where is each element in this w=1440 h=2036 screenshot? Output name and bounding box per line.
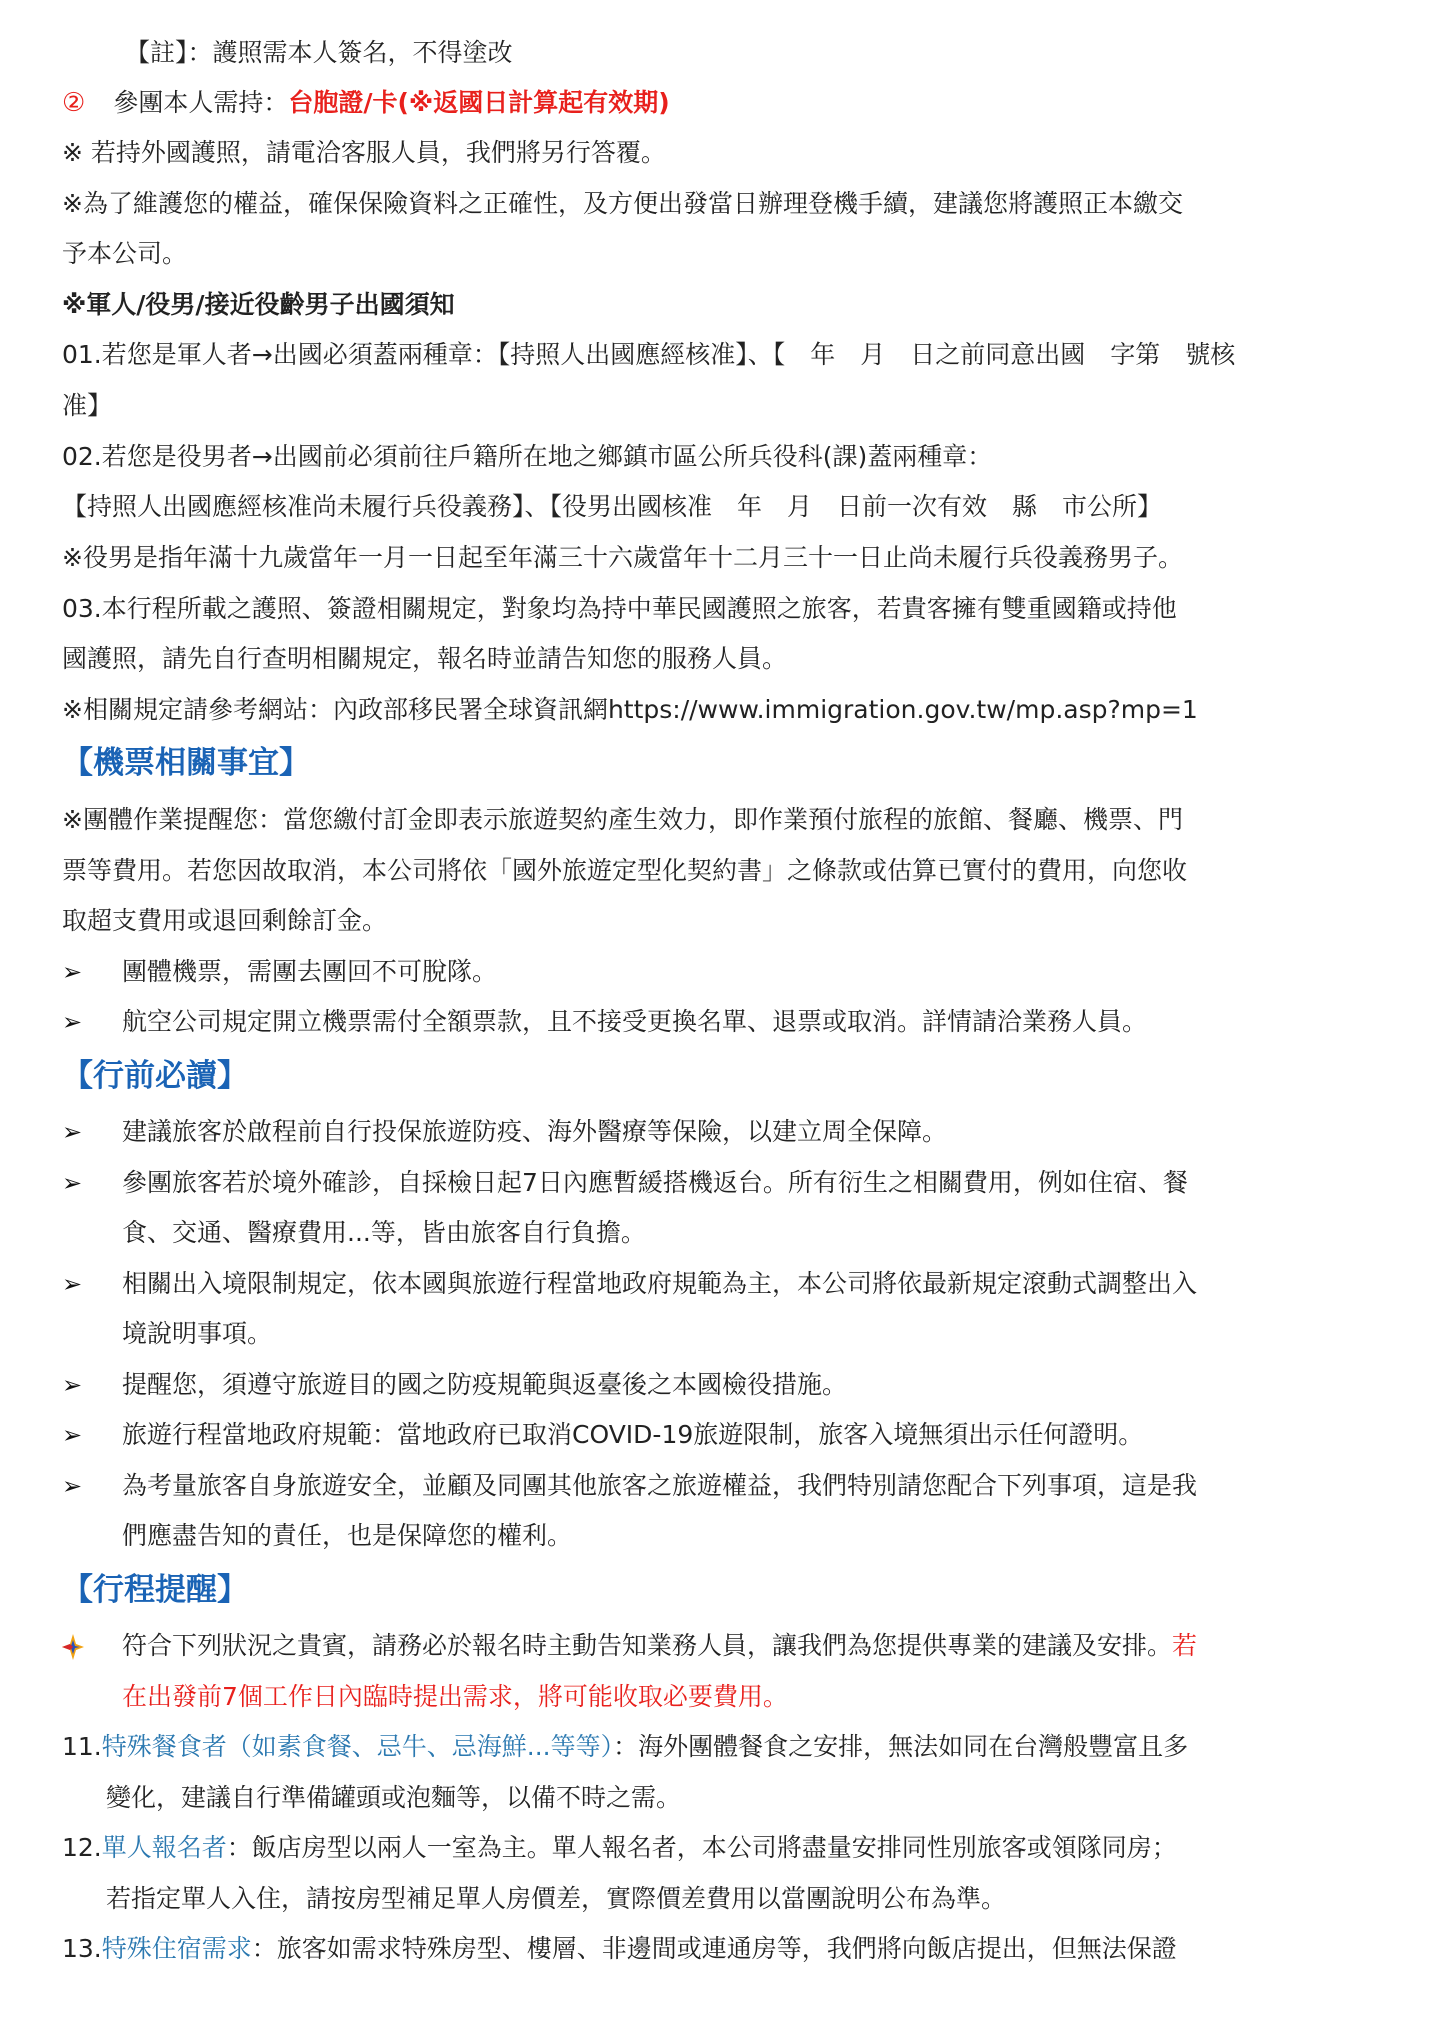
reminder-11-number: 11.	[62, 1732, 102, 1761]
reminder-11-line-2: 變化，建議自行準備罐頭或泡麵等，以備不時之需。	[106, 1783, 682, 1812]
reminder-intro-text: 符合下列狀況之貴賓，請務必於報名時主動告知業務人員，讓我們為您提供專業的建議及安排。	[122, 1631, 1173, 1660]
before-bullet-2-line-1: 參團旅客若於境外確診，自採檢日起7日內應暫緩搭機返台。所有衍生之相關費用，例如住宿、餐	[122, 1168, 1188, 1197]
military-definition: ※役男是指年滿十九歲當年一月一日起至年滿三十六歲當年十二月三十一日止尚未履行兵役義務男子。	[62, 543, 1183, 572]
reminder-13	[62, 1932, 1177, 1966]
arrow-bullet-icon: ➢	[62, 1118, 83, 1146]
reminder-intro-line-1	[122, 1629, 1197, 1663]
item-2-red-text: 台胞證/卡(※返國日計算起有效期)	[288, 88, 670, 117]
reminder-12-line-2: 若指定單人入住，請按房型補足單人房價差，實際價差費用以當團說明公布為準。	[106, 1884, 1007, 1913]
protect-note-line-1: ※為了維護您的權益，確保保險資料之正確性，及方便出發當日辦理登機手續，建議您將護照正本繳交	[62, 189, 1183, 218]
military-03-line-1: 03.本行程所載之護照、簽證相關規定，對象均為持中華民國護照之旅客，若貴客擁有雙重國籍或持他	[62, 594, 1177, 623]
arrow-bullet-icon: ➢	[62, 1008, 83, 1036]
military-title: ※軍人/役男/接近役齡男子出國須知	[62, 290, 455, 319]
before-bullet-2-line-2: 食、交通、醫療費用...等，皆由旅客自行負擔。	[122, 1218, 646, 1247]
before-bullet-6-line-2: 們應盡告知的責任，也是保障您的權利。	[122, 1521, 573, 1550]
reminder-12	[62, 1831, 1177, 1865]
arrow-bullet-icon: ➢	[62, 1472, 83, 1500]
ticket-bullet-2: 航空公司規定開立機票需付全額票款，且不接受更換名單、退票或取消。詳情請洽業務人員。	[122, 1007, 1148, 1036]
before-bullet-6-line-1: 為考量旅客自身旅遊安全，並顧及同團其他旅客之旅遊權益，我們特別請您配合下列事項，這是我	[122, 1471, 1198, 1500]
foreign-passport-note: ※ 若持外國護照，請電洽客服人員，我們將另行答覆。	[62, 138, 666, 167]
before-bullet-4: 提醒您，須遵守旅遊目的國之防疫規範與返臺後之本國檢役措施。	[122, 1370, 848, 1399]
reminder-13-label: 特殊住宿需求	[101, 1934, 252, 1963]
before-departure-heading: 【行前必讀】	[62, 1058, 248, 1094]
reminder-intro-red-start: 若	[1172, 1631, 1198, 1660]
arrow-bullet-icon: ➢	[62, 1421, 83, 1449]
before-bullet-5: 旅遊行程當地政府規範：當地政府已取消COVID-19旅遊限制，旅客入境無須出示任何證明。	[122, 1420, 1144, 1449]
item-2	[62, 86, 670, 120]
reminder-12-number: 12.	[62, 1833, 102, 1862]
circled-number-2: ②	[62, 88, 86, 118]
ticket-paragraph-line-1: ※團體作業提醒您：當您繳付訂金即表示旅遊契約產生效力，即作業預付旅程的旅館、餐廳、機票、門	[62, 805, 1183, 834]
arrow-bullet-icon: ➢	[62, 1371, 83, 1399]
military-01-line-2: 准】	[62, 391, 113, 420]
ticket-heading: 【機票相關事宜】	[62, 745, 310, 781]
reminder-11-text: ：海外團體餐食之安排，無法如同在台灣般豐富且多	[613, 1732, 1189, 1761]
military-01-line-1: 01.若您是軍人者→出國必須蓋兩種章：【持照人出國應經核准】、【 年 月 日之前同意出國 字第 號核	[62, 340, 1236, 369]
reminder-13-text: ：旅客如需求特殊房型、樓層、非邊間或連通房等，我們將向飯店提出，但無法保證	[251, 1934, 1177, 1963]
reminder-11	[62, 1730, 1188, 1764]
reminder-intro-line-2: 在出發前7個工作日內臨時提出需求，將可能收取必要費用。	[122, 1682, 788, 1711]
reminder-11-label: 特殊餐食者（如素食餐、忌牛、忌海鮮...等等）	[101, 1732, 614, 1761]
item-2-text: 參團本人需持：	[113, 88, 289, 117]
reminder-12-text: ：飯店房型以兩人一室為主。單人報名者，本公司將盡量安排同性別旅客或領隊同房；	[226, 1833, 1177, 1862]
reminder-13-number: 13.	[62, 1934, 102, 1963]
military-03-line-2: 國護照，請先自行查明相關規定，報名時並請告知您的服務人員。	[62, 644, 788, 673]
star-bullet-icon	[60, 1632, 86, 1662]
arrow-bullet-icon: ➢	[62, 958, 83, 986]
military-02-line-2: 【持照人出國應經核准尚未履行兵役義務】、【役男出國核准 年 月 日前一次有效 縣 市公所】	[62, 492, 1163, 521]
arrow-bullet-icon: ➢	[62, 1169, 83, 1197]
passport-note: 【註】：護照需本人簽名，不得塗改	[125, 38, 513, 67]
itinerary-reminder-heading: 【行程提醒】	[62, 1572, 248, 1608]
before-bullet-3-line-1: 相關出入境限制規定，依本國與旅遊行程當地政府規範為主，本公司將依最新規定滾動式調整出入	[122, 1269, 1198, 1298]
arrow-bullet-icon: ➢	[62, 1270, 83, 1298]
protect-note-line-2: 予本公司。	[62, 239, 188, 268]
ticket-paragraph-line-3: 取超支費用或退回剩餘訂金。	[62, 906, 388, 935]
reminder-12-label: 單人報名者	[101, 1833, 227, 1862]
reference-site: ※相關規定請參考網站：內政部移民署全球資訊網https://www.immigration.gov.tw/mp.asp?mp=1	[62, 695, 1198, 724]
before-bullet-1: 建議旅客於啟程前自行投保旅遊防疫、海外醫療等保險，以建立周全保障。	[122, 1117, 948, 1146]
military-02-line-1: 02.若您是役男者→出國前必須前往戶籍所在地之鄉鎮市區公所兵役科(課)蓋兩種章：	[62, 442, 993, 471]
ticket-paragraph-line-2: 票等費用。若您因故取消，本公司將依「國外旅遊定型化契約書」之條款或估算已實付的費用，向您收	[62, 856, 1188, 885]
ticket-bullet-1: 團體機票，需團去團回不可脫隊。	[122, 957, 498, 986]
before-bullet-3-line-2: 境說明事項。	[122, 1319, 273, 1348]
